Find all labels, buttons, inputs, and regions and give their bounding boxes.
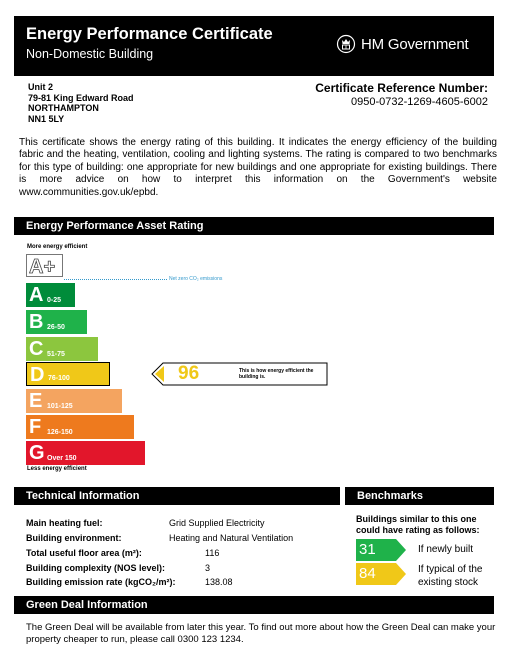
- band-letter: D: [30, 364, 45, 386]
- more-efficient-label: More energy efficient: [27, 244, 88, 250]
- current-rating-value: 96: [178, 363, 200, 384]
- address-line: NN1 5LY: [28, 113, 65, 124]
- tech-label: Total useful floor area (m²):: [26, 548, 142, 558]
- band-b: [26, 310, 87, 334]
- tech-label: Building complexity (NOS level):: [26, 563, 166, 573]
- net-zero-line: [64, 279, 167, 280]
- tech-label: Building emission rate (kgCO₂/m²):: [26, 577, 176, 587]
- band-f: [26, 415, 134, 439]
- address-line: NORTHAMPTON: [28, 103, 99, 113]
- certificate-header: [14, 16, 494, 76]
- aplus-band: [26, 254, 63, 277]
- technical-heading: Technical Information: [14, 487, 340, 505]
- certificate-title: Energy Performance Certificate: [26, 25, 273, 43]
- net-zero-label: Net zero CO₂ emissions: [169, 276, 223, 282]
- band-range: 51-75: [47, 351, 65, 358]
- band-letter: G: [29, 442, 45, 464]
- property-address: [28, 82, 134, 124]
- band-letter: F: [29, 416, 42, 438]
- benchmark-new-value: 31: [359, 541, 376, 558]
- band-letter: B: [29, 311, 44, 333]
- aplus-glyph: [27, 255, 62, 276]
- tech-value: 138.08: [205, 577, 233, 587]
- current-rating-note: This is how energy efficient the building is.: [239, 368, 314, 380]
- band-letter: A: [29, 284, 44, 306]
- tech-label: Building environment:: [26, 533, 122, 543]
- benchmark-existing-value: 84: [359, 565, 376, 582]
- green-deal-text: The Green Deal will be available from later this year. To find out more about how the Green Deal can make your property cheaper to run, please call 0300 123 1234.: [26, 622, 496, 645]
- address-line: Unit 2: [28, 82, 54, 92]
- band-range: 76-100: [48, 375, 70, 382]
- band-range: 26-50: [47, 324, 65, 331]
- tech-value: 3: [205, 563, 211, 573]
- band-a: [26, 283, 75, 307]
- benchmark-new-desc: If newly built: [418, 544, 474, 555]
- tech-value: Grid Supplied Electricity: [169, 518, 265, 528]
- benchmarks-intro: Buildings similar to this one could have rating as follows:: [356, 514, 480, 535]
- tech-value: Heating and Natural Ventilation: [169, 533, 294, 543]
- band-letter: C: [29, 338, 44, 360]
- asset-rating-heading: Energy Performance Asset Rating: [14, 217, 494, 235]
- band-range: 126-150: [47, 429, 73, 436]
- tech-label: Main heating fuel:: [26, 518, 103, 528]
- band-d: [26, 362, 110, 386]
- band-e: [26, 389, 122, 413]
- less-efficient-label: Less energy efficient: [27, 466, 87, 472]
- tech-value: 116: [205, 548, 220, 558]
- band-c: [26, 337, 98, 361]
- green-deal-heading: Green Deal Information: [14, 596, 494, 614]
- reference-label: Certificate Reference Number:: [315, 81, 488, 95]
- band-range: 101-125: [47, 403, 73, 410]
- aplus-label: A+: [29, 256, 56, 276]
- intro-paragraph: This certificate shows the energy rating of this building. It indicates the energy efficiency of the building fabric and the heating, ventilation, cooling and lighting systems. The rating is compared to two benchmarks for this type of building: one appropriate for new buildings and one appropriate for existing buildings. There is more advice on how to interpret this information on the Government's website www.communities.gov.uk/epbd.: [19, 137, 497, 198]
- band-letter: E: [29, 390, 43, 412]
- band-g: [26, 441, 145, 465]
- benchmark-existing-desc: If typical of the existing stock: [418, 564, 483, 588]
- benchmarks-heading: Benchmarks: [345, 487, 494, 505]
- band-range: Over 150: [47, 455, 77, 462]
- band-range: 0-25: [47, 297, 62, 304]
- royal-crest-icon: [336, 34, 356, 54]
- reference-number: 0950-0732-1269-4605-6002: [350, 96, 488, 108]
- hm-government-label: HM Government: [361, 35, 469, 53]
- certificate-subtitle: Non-Domestic Building: [26, 47, 154, 61]
- hm-government-logo: [336, 34, 468, 54]
- address-line: 79-81 King Edward Road: [28, 92, 134, 103]
